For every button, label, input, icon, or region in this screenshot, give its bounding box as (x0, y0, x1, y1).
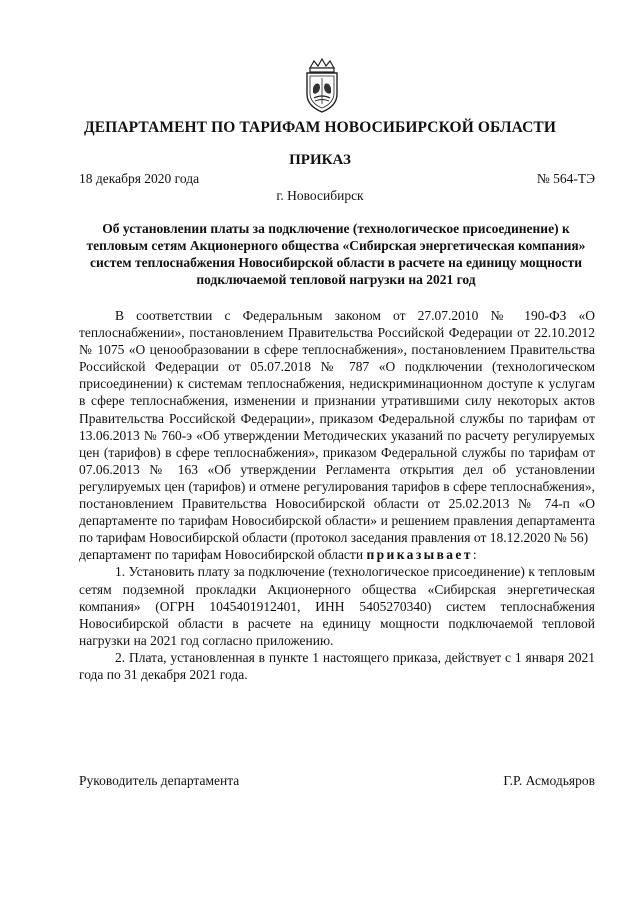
order-body (79, 307, 595, 683)
order-city: г. Новосибирск (276, 188, 364, 203)
orders-paragraph (79, 546, 595, 563)
orders-prefix: департамент по тарифам Новосибирской области (79, 547, 364, 563)
item-1-paragraph: 1. Установить плату за подключение (технологическое присоединение) к тепловым сетям подземной прокладки Акционерного общества «Сибирская энергетическая компания» (ОГРН 1045401912401, ИНН 5405270340) систем теплоснабжения Новосибирской области в расчете на единицу мощности подключаемой тепловой нагрузки на 2021 год согласно приложению. (79, 564, 595, 648)
order-title: ПРИКАЗ (289, 152, 351, 168)
orders-word: приказывает (366, 547, 473, 563)
signer-position: Руководитель департамента (79, 773, 240, 788)
signer-name: Г.Р. Асмодьяров (503, 773, 595, 788)
orders-suffix: : (472, 547, 477, 563)
novosibirsk-coat-of-arms-icon (300, 58, 344, 114)
preamble-paragraph: В соответствии с Федеральным законом от 27.07.2010 № 190-ФЗ «О теплоснабжении», постановлением Правительства Российской Федерации от 22.10.2012 № 1075 «О ценообразовании в сфере теплоснабжения», постановлением Правительства Российской Федерации от 05.07.2018 № 787 «О подключении (технологическом присоединении) к системам теплоснабжения, недискриминационном доступе к услугам в сфере теплоснабжения, изменении и признании утратившими силу некоторых актов Правительства Российской Федерации», приказом Федеральной службы по тарифам от 13.06.2013 № 760-э «Об утверждении Методических указаний по расчету регулируемых цен (тарифов) в сфере теплоснабжения», приказом Федеральной службы по тарифам от 07.06.2013 № 163 «Об утверждении Регламента открытия дел об установлении регулируемых цен (тарифов) и отмене регулирования тарифов в сфере теплоснабжения», постановлением Правительства Новосибирской области от 25.02.2013 № 74-п «О департаменте по тарифам Новосибирской области» и решением правления департамента по тарифам Новосибирской области (протокол заседания правления от 18.12.2020 № 56) (79, 308, 595, 546)
department-name: ДЕПАРТАМЕНТ ПО ТАРИФАМ НОВОСИБИРСКОЙ ОБЛАСТИ (83, 119, 557, 136)
item-2-paragraph: 2. Плата, установленная в пункте 1 настоящего приказа, действует с 1 января 2021 года по 31 декабря 2021 года. (79, 649, 595, 682)
order-date: 18 декабря 2020 года (79, 171, 200, 186)
order-subject: Об установлении платы за подключение (технологическое присоединение) к тепловым сетям Акционерного общества «Сибирская энергетическая компания» систем теплоснабжения Новосибирской области в расчете на единицу мощности подключаемой тепловой нагрузки на 2021 год (86, 221, 586, 287)
order-number: № 564-ТЭ (536, 171, 595, 186)
